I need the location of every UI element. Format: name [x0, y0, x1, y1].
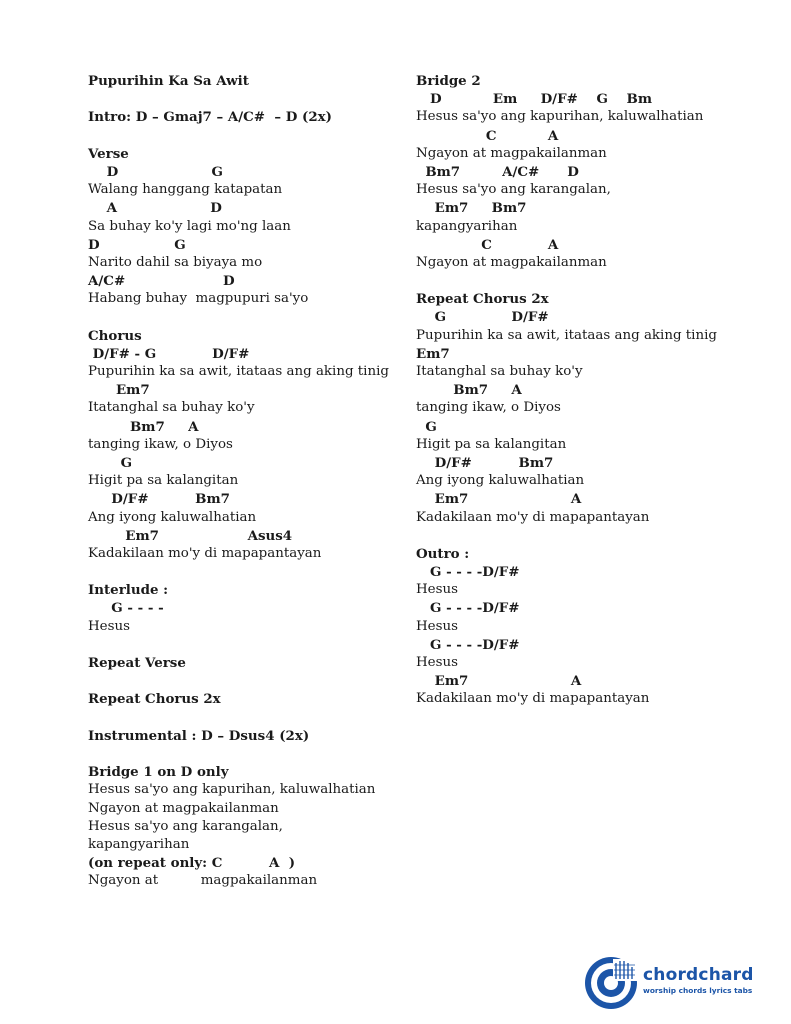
lyric-line: tanging ikaw, o Diyos: [416, 400, 561, 416]
song-section: [88, 654, 448, 672]
lyric-line: kapangyarihan: [88, 836, 190, 852]
lyric-line: Itatanghal sa buhay ko'y: [416, 364, 583, 379]
song-section: [416, 545, 776, 709]
chord-line: G D/F#: [416, 309, 549, 326]
song-section: [88, 145, 448, 309]
lyric-line: Pupurihin ka sa awit, itataas ang aking tinig: [88, 364, 389, 379]
song-section: [88, 690, 448, 708]
lyric-line: Hesus: [416, 655, 458, 670]
song-section: [88, 108, 448, 126]
section-heading: Bridge 1 on D only: [88, 764, 229, 781]
chord-line: C A: [416, 127, 559, 144]
lyric-line: Itatanghal sa buhay ko'y: [88, 400, 255, 416]
chord-line: D/F# Bm7: [88, 491, 230, 508]
right-column: [416, 72, 776, 727]
chord-line: Em7 A: [416, 491, 582, 508]
song-section: [88, 581, 448, 636]
left-column: [88, 72, 448, 909]
song-section: [416, 72, 776, 272]
lyric-line: Hesus sa'yo ang karangalan,: [416, 182, 611, 198]
chord-line: (on repeat only: C A ): [88, 855, 296, 872]
section-heading: Verse: [88, 145, 129, 162]
lyric-line: Higit pa sa kalangitan: [416, 436, 567, 452]
lyric-line: Ngayon at magpakailanman: [88, 873, 318, 889]
chord-line: Em7: [416, 345, 450, 362]
lyric-line: Walang hanggang katapatan: [88, 182, 283, 198]
section-heading: Intro: D – Gmaj7 – A/C# – D (2x): [88, 109, 332, 126]
chord-line: G: [416, 418, 437, 435]
section-heading: Instrumental : D – Dsus4 (2x): [88, 727, 310, 744]
chord-line: G - - - -D/F#: [416, 636, 520, 653]
lyric-line: Habang buhay magpupuri sa'yo: [88, 291, 309, 307]
chord-line: G: [88, 454, 133, 471]
section-heading: Chorus: [88, 327, 142, 344]
lyric-line: Kadakilaan mo'y di mapapantayan: [88, 545, 322, 561]
section-heading: Repeat Chorus 2x: [88, 691, 221, 708]
lyric-line: Hesus: [416, 582, 458, 598]
chord-line: D/F# - G D/F#: [88, 345, 250, 362]
chord-line: G - - - -D/F#: [416, 564, 520, 581]
song-section: [416, 290, 776, 526]
chord-line: Em7: [88, 382, 150, 399]
lyric-line: Hesus: [88, 618, 130, 634]
song-section: [88, 727, 448, 745]
chord-line: G - - - -D/F#: [416, 600, 520, 617]
chord-line: Em7 Asus4: [88, 527, 293, 544]
chord-line: A/C# D: [88, 273, 235, 290]
section-heading: Repeat Chorus 2x: [416, 291, 549, 308]
lyric-line: Ang iyong kaluwalhatian: [88, 509, 257, 525]
logo-name: chordchard: [643, 965, 754, 985]
lyric-line: Pupurihin ka sa awit, itataas ang aking tinig: [416, 327, 717, 343]
chord-line: G - - - -: [88, 600, 164, 617]
section-heading: Interlude :: [88, 582, 169, 599]
lyric-line: Ngayon at magpakailanman: [416, 254, 607, 270]
section-heading: Repeat Verse: [88, 655, 186, 671]
lyric-line: Narito dahil sa biyaya mo: [88, 254, 263, 270]
lyric-line: Hesus sa'yo ang karangalan,: [88, 818, 283, 834]
chord-line: C A: [416, 236, 559, 253]
lyric-line: Ngayon at magpakailanman: [88, 800, 279, 816]
section-heading: Bridge 2: [416, 73, 481, 89]
logo-tagline: worship chords lyrics tabs: [643, 986, 753, 995]
chord-line: D G: [88, 236, 186, 253]
lyric-line: Ang iyong kaluwalhatian: [416, 473, 585, 489]
song-section: [88, 763, 448, 890]
chordchard-logo: [583, 955, 763, 1011]
chord-line: Bm7 A: [88, 418, 199, 435]
chord-line: D Em D/F# G Bm: [416, 91, 653, 108]
lyric-line: Hesus sa'yo ang kapurihan, kaluwalhatian: [88, 782, 376, 798]
lyric-line: Kadakilaan mo'y di mapapantayan: [416, 691, 650, 707]
section-heading: Outro :: [416, 545, 470, 562]
song-section: [88, 72, 448, 90]
lyric-line: Ngayon at magpakailanman: [416, 145, 607, 161]
lyric-line: Kadakilaan mo'y di mapapantayan: [416, 509, 650, 525]
chord-line: D G: [88, 163, 223, 180]
chord-line: A D: [88, 200, 222, 217]
lyric-line: Higit pa sa kalangitan: [88, 473, 239, 489]
song-section: [88, 327, 448, 563]
section-heading: Pupurihin Ka Sa Awit: [88, 73, 249, 89]
chordchard-logo-icon: [583, 955, 639, 1011]
chord-line: Bm7 A: [416, 382, 522, 399]
chord-line: Bm7 A/C# D: [416, 163, 579, 180]
chord-line: D/F# Bm7: [416, 454, 554, 471]
lyric-line: tanging ikaw, o Diyos: [88, 436, 233, 452]
lyric-line: Sa buhay ko'y lagi mo'ng laan: [88, 218, 291, 234]
lyric-line: kapangyarihan: [416, 218, 518, 234]
lyric-line: Hesus sa'yo ang kapurihan, kaluwalhatian: [416, 109, 704, 125]
lyric-line: Hesus: [416, 618, 458, 634]
chord-line: Em7 Bm7: [416, 200, 527, 217]
chord-line: Em7 A: [416, 673, 582, 690]
